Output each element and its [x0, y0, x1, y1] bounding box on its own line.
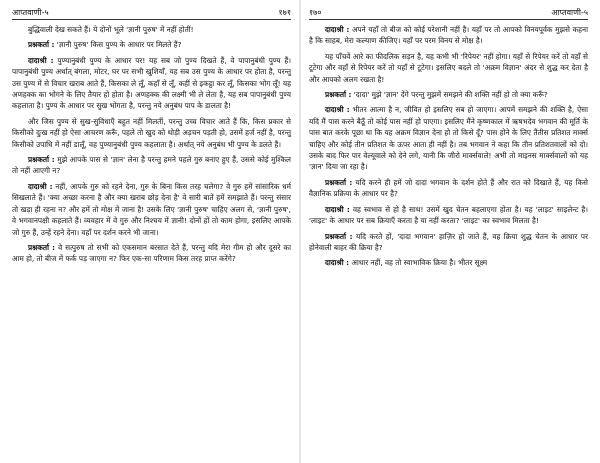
speaker-label: दादाश्री : [325, 204, 350, 214]
paragraph [12, 116, 291, 150]
speaker-label: प्रश्नकर्ता : [28, 155, 55, 165]
paragraph-text: यदि करने ही हमें जो दादा भगवान के दर्शन होते हैं और रात को दिखाते हैं, यह किसे वैज्ञानिक प्रक्रिया के आधार पर है? [309, 177, 588, 199]
paragraph-text: और जिस पुण्य से सुख-सुविधाएँ बहुत नहीं मिलतीं, परन्तु उच्च विचार आते हैं कि, किस प्रकार से किसीको दुःख नहीं हो ऐसा आचरण करूँ, पहले तो खुद को थोड़ी अड़चन पड़ती हो, उसमें हर्ज नहीं है, परन्तु किसीको उपाधि में नहीं डालूँ, वह पुण्यानुबंधी पुण्य कहलाता है। अर्थात् नये अनुबंध भी पुण्य के डलते हैं। [12, 116, 291, 149]
paragraph [12, 55, 291, 112]
paragraph [309, 104, 588, 172]
paragraph [12, 39, 291, 50]
speaker-label: प्रश्नकर्ता : [28, 242, 56, 252]
paragraph-text: 'दादा' मुझे 'ज्ञान' देंगे परन्तु मुझमें समझने की शक्ति नहीं हो तो क्या करूँ? [351, 90, 548, 100]
paragraph-text: भीतर आत्मा है न, जीवित हो इसलिए सब हो जाएगा। आपमें समझने की शक्ति है, ऐसा यदि मैं पास करने बैठूँ तो कोई पास नहीं हो पाएगा। इसलिए मैंने कृष्णकाल में ऋषभदेव भगवान की मूर्ति के पास बात करके पूछा था कि यह अक्रम विज्ञान देना हो तो किसे दूँ? पास होने के लिए तैंतीस प्रतिशत मार्क्स चाहिए और कोई तीन प्रतिशत के ऊपर आता ही नहीं है। तब भगवान ने कहा कि तीन प्रतिशतवालों को दो। उसके बाद फिर पार वेल्यूवाले को देने लगे, यानी कि जीरो मार्क्सवाले! अभी तो माइनस मार्क्सवालों को यह 'ज्ञान' दिया जा रहा है। [309, 105, 588, 172]
paragraph-text: यदि करते हों, 'दादा भगवान' हाज़िर हो जाते हैं, वह क्रिया शुद्ध चेतन के आधार पर होनेवाली बाहर की क्रिया है? [309, 231, 588, 252]
right-page-body [309, 24, 588, 269]
paragraph [309, 257, 588, 268]
speaker-label: प्रश्नकर्ता : [325, 90, 352, 100]
paragraph [309, 204, 588, 227]
paragraph [12, 154, 291, 177]
left-page-body [12, 24, 291, 265]
left-page [0, 0, 299, 463]
paragraph-text: आधार नहीं, वह तो स्वाभाविक क्रिया है। भीतर सूक्ष्म [349, 258, 488, 268]
speaker-label: दादाश्री : [28, 55, 54, 65]
paragraph-text: अपने यहाँ तो बीज को कोई परेशानी नहीं है। यहाँ पर तो आपको विनयपूर्वक मुझसे कहना है कि साहब, मेरा कल्याण कीजिए। यहाँ पर परम विनय से मोक्ष है। [309, 25, 588, 46]
paragraph [309, 177, 588, 200]
speaker-label: प्रश्नकर्ता : [325, 177, 353, 187]
paragraph [309, 89, 588, 100]
paragraph-text: वह स्वभाव से हो है साथ! उसमें खुद चेतन बहलाएगा होता है। यह 'लाइट' साइलेन्ट है। 'लाइट' के आधार पर सब क्रियाएँ करता है या नहीं करता? 'लाइट' का स्वभाव मिलता है! [309, 204, 588, 226]
speaker-label: दादाश्री : [28, 181, 53, 191]
paragraph [309, 51, 588, 85]
paragraph [12, 181, 291, 238]
paragraph-text: नहीं, आपके गुरु को रहने देना, गुरु के बिना किस तरह चलेगा? वे गुरु हमें सांसारिक धर्म सिखलाते हैं। 'क्या अच्छा करना है और क्या खराब छोड़ देना है' वे सारी बातें हमें समझाते हैं। परन्तु संसार तो खड़ा ही रहना न? और हमें तो मोक्ष में जाना है! उसके लिए 'ज्ञानी पुरुष' चाहिए अलग से, 'ज्ञानी पुरुष', वे भगवानपक्षी कहलाते हैं। व्यवहार में वे गुरु और निश्चय में ज्ञानी! दोनों हों तो काम होगा, इसलिए आपके जो गुरु हैं, उन्हें रहने देना। वहाँ पर दर्शन करने भी जाना। [12, 181, 291, 237]
paragraph [309, 231, 588, 254]
paragraph [12, 242, 291, 265]
speaker-label: प्रश्नकर्ता : [28, 40, 55, 50]
paragraph-text: मुझे आपके पास से 'ज्ञान' लेना है परन्तु हमने पहले गुरु बनाए हुए हैं, उससे कोई मुश्किल तो नहीं आएगी न? [12, 155, 291, 176]
left-page-header [12, 5, 291, 20]
paragraph-text: वे सत्पुरुष तो सभी को एकसमान बरसात देते हैं, परन्तु यदि मेरा गीम हो और दूसरे का आम हो, तो बीज में फर्क पड़ जाएगा न? फिर एक-सा परिणाम किस तरह प्राप्त करेंगे? [12, 242, 291, 264]
paragraph [309, 24, 588, 47]
paragraph-text: बुद्धिवाली देख सकते हैं। ये दोनों भूले 'ज्ञानी पुरुष' में नहीं होतीं! [28, 25, 194, 34]
speaker-label: दादाश्री : [325, 258, 350, 268]
speaker-label: दादाश्री : [325, 105, 350, 115]
right-page-header [309, 5, 588, 20]
left-header-title: आप्तवाणी-५ [12, 7, 49, 17]
paragraph-text: पुण्यानुबंधी पुण्य के आधार पर! यह सब जो पुण्य दिखते हैं, वे पापानुबंधी पुण्य हैं। पापानुबंधी पुण्य अर्थात् बंगला, मोटर, घर पर सभी खुशियाँ, यह सब उस पुण्य के आधार पर होता है, परन्तु उस पुण्य में से विचार खराब आते हैं, किसका ले लूँ, कहाँ से लूँ, कहीं से इकट्ठा कर लूँ, किसका भोग लूँ! यह अणहक्क का भोगने के लिए तैयार हो होता है। अणहक्क की लक्ष्मी भी ले लेता है, यह सब पापानुबंधी पुण्य कहलाता है। पुण्य के आधार पर सुख भोगता है, परन्तु नये अनुबंध पाप के डालता है! [12, 55, 291, 111]
right-header-title: आप्तवाणी-५ [551, 7, 588, 17]
paragraph-text: 'ज्ञानी पुरुष' किस पुण्य के आधार पर मिलते हैं? [54, 40, 182, 50]
right-page [301, 0, 600, 463]
speaker-label: प्रश्नकर्ता : [325, 231, 353, 241]
speaker-label: दादाश्री : [325, 25, 350, 34]
left-page-number: १७१ [278, 7, 291, 17]
right-page-number: १७० [309, 7, 322, 17]
paragraph [12, 24, 291, 35]
paragraph-text: यह पाँचवें आरे का फीदलिक सड़न है, यह कभी भी 'रिपेयर' नहीं होगा। यहाँ से रिपेयर करें तो वहाँ से टूटेगा और वहाँ से रिपेयर करें तो यहाँ से टूटेगा। इसलिए बदले तो 'अक्रम विज्ञान' अंदर से शुद्ध कर देता है और आपको अलग रखता है! [309, 51, 588, 84]
